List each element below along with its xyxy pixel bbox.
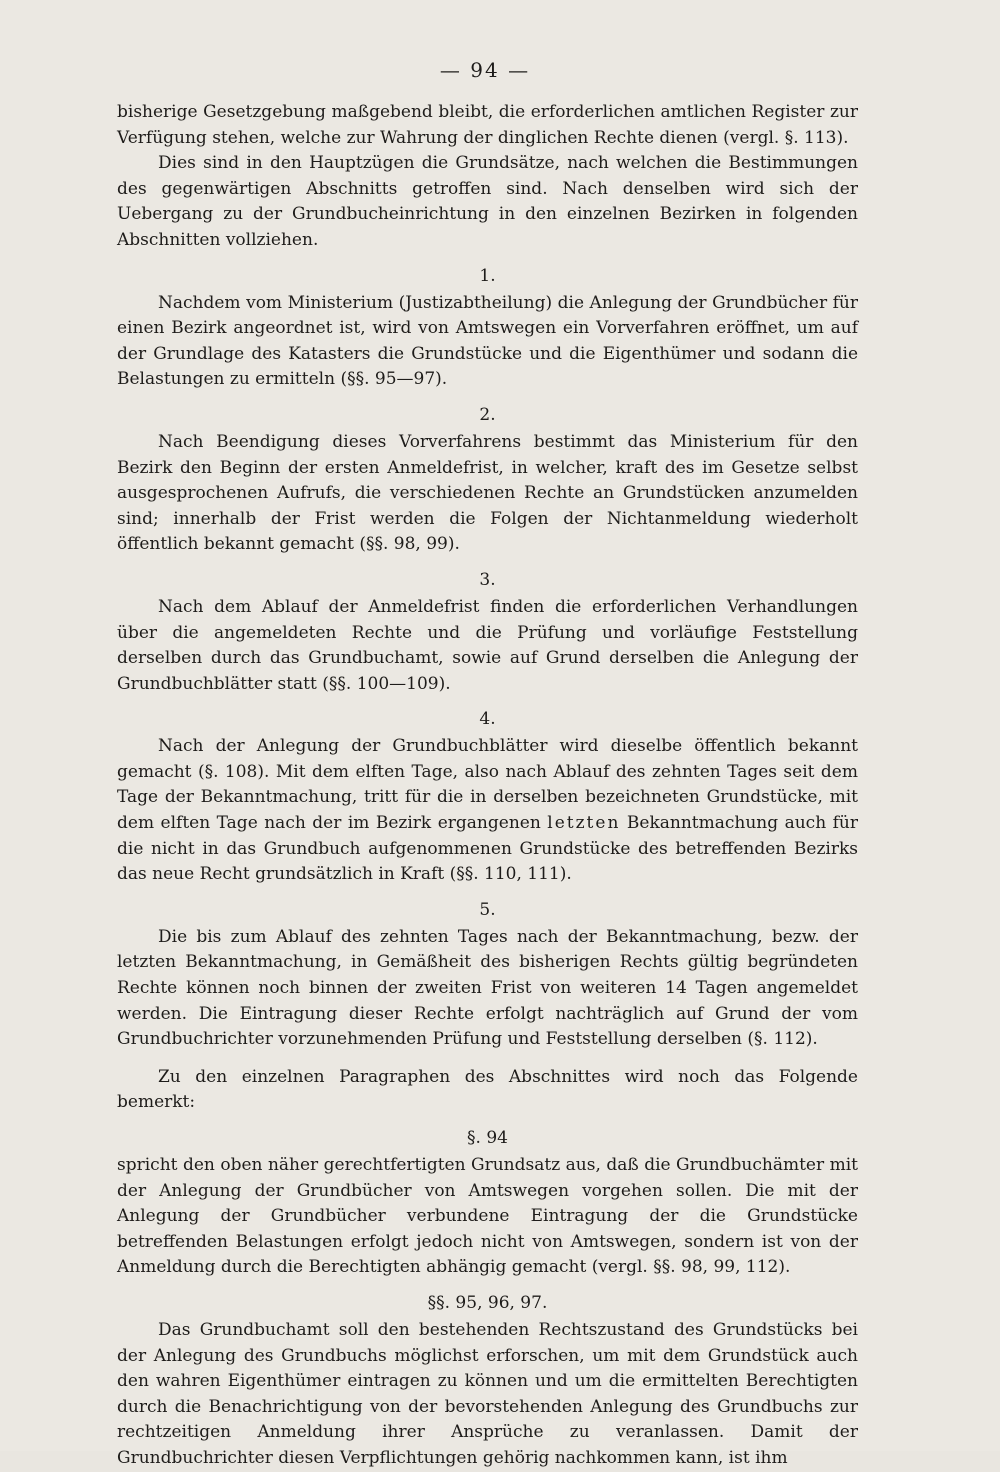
section-4-spaced-word: letzten — [547, 813, 621, 834]
section-1-number: 1. — [479, 265, 496, 286]
intro-paragraph-2: Dies sind in den Hauptzügen die Grundsätze, nach welchen die Bestimmungen des gegenwärtigen Abschnitts getroffen sind. Nach denselben wird sich der Uebergang zu der Grundbucheinrichtung in den einzelnen Bezirken in folgenden Abschnitten vollziehen. — [117, 153, 858, 250]
section-4-text-b: Bekanntmachung auch für die nicht in das Grundbuch aufgenommenen Grundstücke des betreffenden Bezirks das neue Recht grundsätzlich in Kraft (§§. 110, 111). — [117, 813, 858, 885]
section-1-text: Nachdem vom Ministerium (Justizabtheilung) die Anlegung der Grundbücher für einen Bezirk angeordnet ist, wird von Amtswegen ein Vorverfahren eröffnet, um auf der Grundlage des Katasters die Grundstücke und die Eigenthümer und sodann die Belastungen zu ermitteln (§§. 95—97). — [117, 292, 858, 390]
section-5-text: Die bis zum Ablauf des zehnten Tages nach der Bekanntmachung, bezw. der letzten Bekanntmachung, in Gemäßheit des bisherigen Rechts gültig begründeten Rechte können noch binnen der zweiten Frist von weiteren 14 Tagen angemeldet werden. Die Eintragung dieser Rechte erfolgt nachträglich auf Grund der vom Grundbuchrichter vorzunehmenden Prüfung und Feststellung derselben (§. 112). — [117, 926, 858, 1050]
section-4-number: 4. — [479, 709, 496, 730]
section-5-number: 5. — [479, 899, 496, 920]
body-text — [117, 100, 858, 1472]
section-3-text: Nach dem Ablauf der Anmeldefrist finden die erforderlichen Verhandlungen über die angemeldeten Rechte und die Prüfung und vorläufige Feststellung derselben durch das Grundbuchamt, sowie auf Grund derselben die Anlegung der Grundbuchblätter statt (§§. 100—109). — [117, 596, 858, 694]
section-4-text — [117, 734, 858, 888]
intro-paragraph-1: bisherige Gesetzgebung maßgebend bleibt, die erforderlichen amtlichen Register zur Verfügung stehen, welche zur Wahrung der dinglichen Rechte dienen (vergl. §. 113). — [117, 102, 858, 148]
paragraph-94-text: spricht den oben näher gerechtfertigten Grundsatz aus, daß die Grundbuchämter mit der Anlegung der Grundbücher von Amtswegen vorgehen sollen. Die mit der Anlegung der Grundbücher verbundene Eintragung der die Grundstücke betreffenden Belastungen erfolgt jedoch nicht von Amtswegen, sondern ist von der Anmeldung durch die Berechtigten abhängig gemacht (vergl. §§. 98, 99, 112). — [117, 1155, 858, 1278]
section-2-text: Nach Beendigung dieses Vorverfahrens bestimmt das Ministerium für den Bezirk den Beginn der ersten Anmeldefrist, in welcher, kraft des im Gesetze selbst ausgesprochenen Aufrufs, die verschiedenen Rechte an Grundstücken anzumelden sind; innerhalb der Frist werden die Folgen der Nichtanmeldung wiederholt öffentlich bekannt gemacht (§§. 98, 99). — [117, 431, 858, 555]
page-number: — 94 — — [439, 58, 531, 82]
paragraph-95-97-text: Das Grundbuchamt soll den bestehenden Rechtszustand des Grundstücks bei der Anlegung des Grundbuchs möglichst erforschen, um mit dem Grundstück auch den wahren Eigenthümer eintragen zu können und um die ermittelten Berechtigten durch die Benachrichtigung von der bevorstehenden Anlegung des Grundbuchs zur rechtzeitigen Anmeldung ihrer Ansprüche zu veranlassen. Damit der Grundbuchrichter diesen Verpflichtungen gehörig nachkommen kann, ist ihm — [117, 1319, 858, 1468]
paragraphs-intro: Zu den einzelnen Paragraphen des Abschnittes wird noch das Folgende bemerkt: — [117, 1066, 858, 1113]
section-4-text-a: Nach der Anlegung der Grundbuchblätter wird dieselbe öffentlich bekannt gemacht (§. 108). Mit dem elften Tage, also nach Ablauf des zehnten Tages seit dem Tage der Bekanntmachung, tritt für die in derselben bezeichneten Grundstücke, mit dem elften Tage nach der im Bezirk ergangenen — [117, 736, 858, 834]
paragraph-95-97-heading: §§. 95, 96, 97. — [427, 1292, 548, 1313]
section-2-number: 2. — [479, 404, 496, 425]
paragraph-94-heading: §. 94 — [467, 1128, 508, 1148]
section-3-number: 3. — [479, 569, 496, 590]
